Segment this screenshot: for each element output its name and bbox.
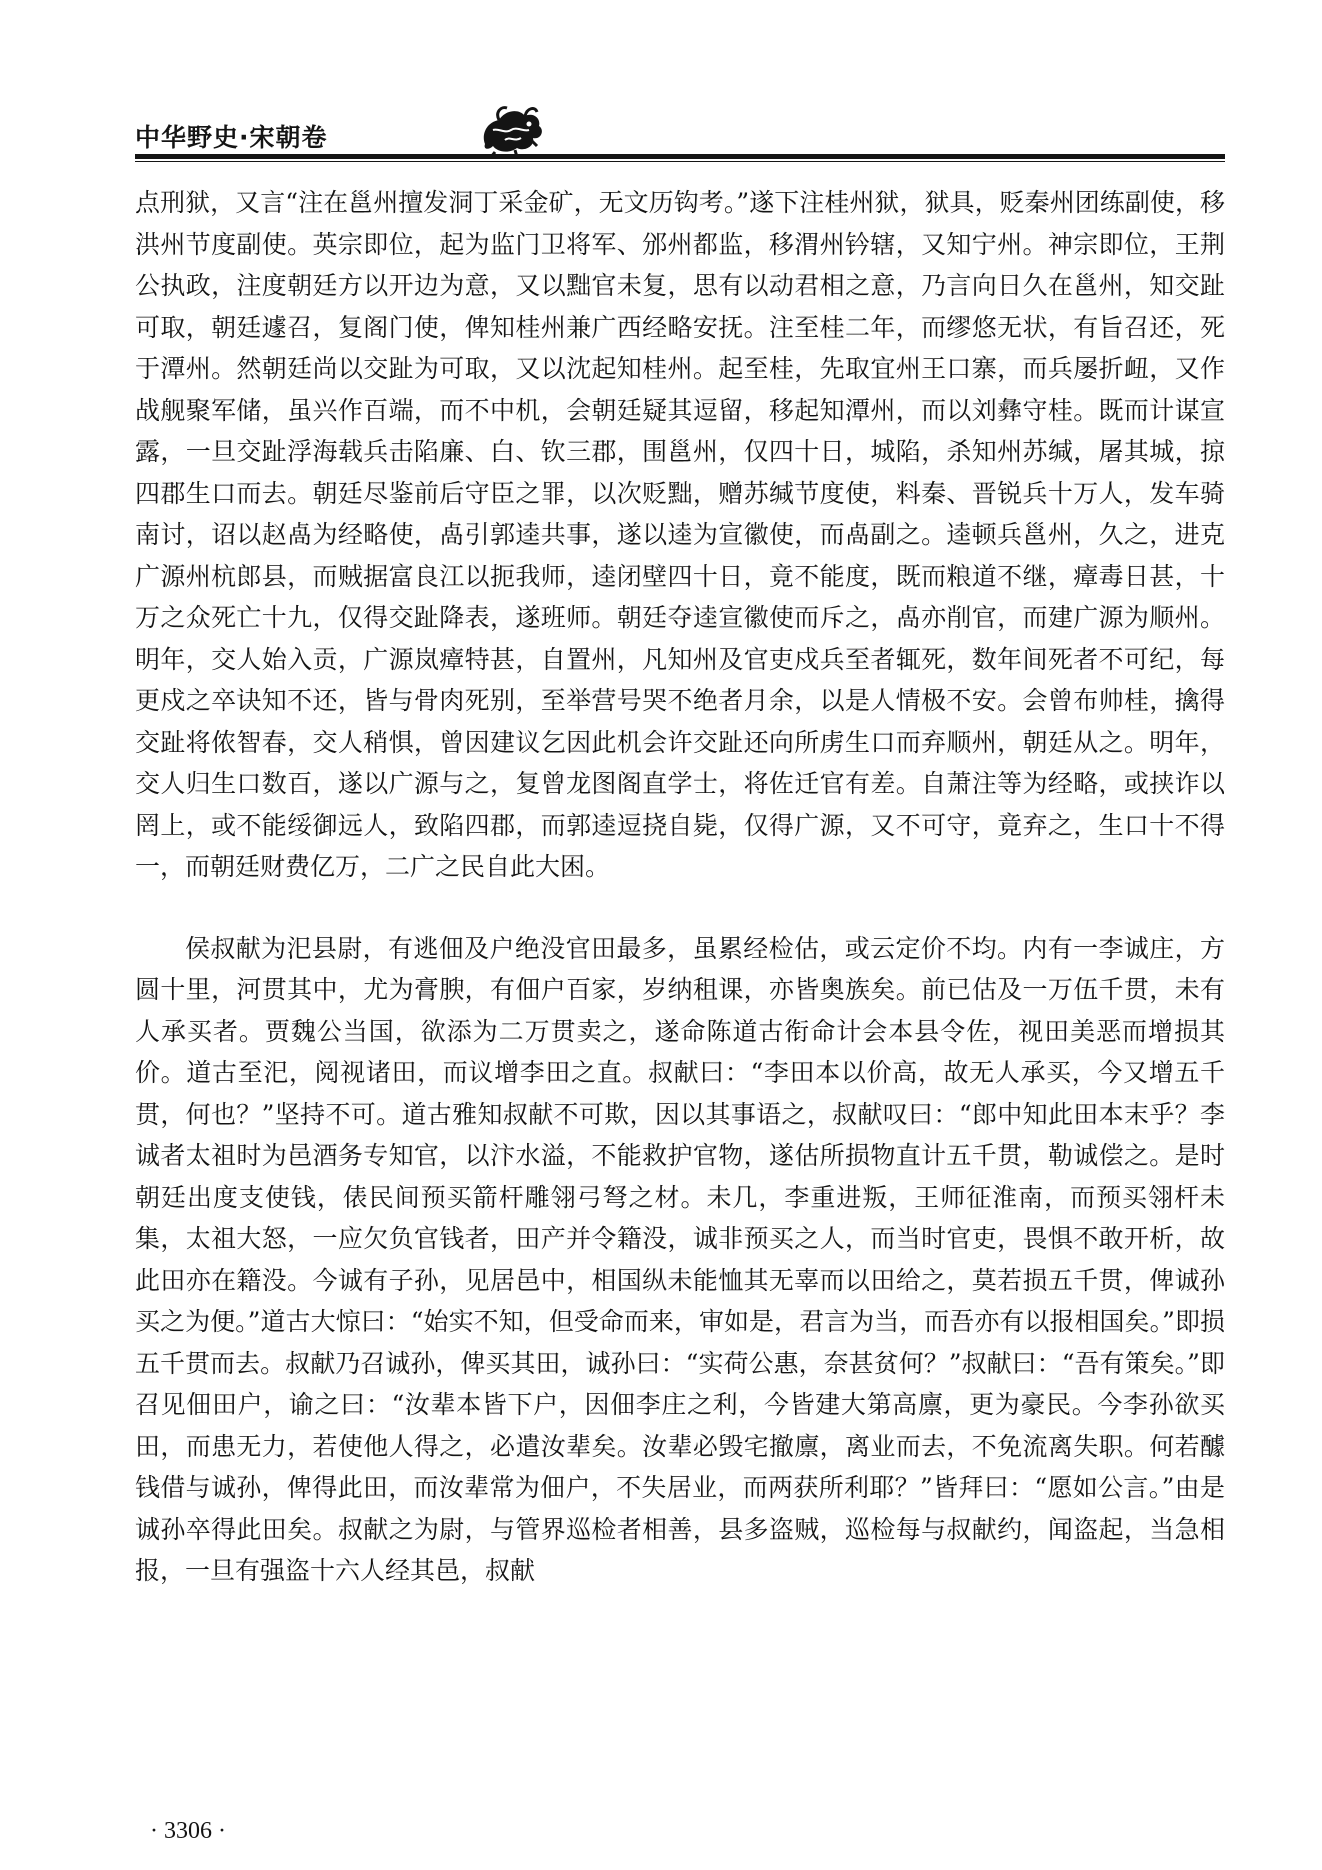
- paragraph: 侯叔献为汜县尉，有逃佃及户绝没官田最多，虽累经检估，或云定价不均。内有一李诚庄，方圆十里，河贯其中，尤为膏腴，有佃户百家，岁纳租课，亦皆奥族矣。前已估及一万伍千贯，未有人承买者。贾魏公当国，欲添为二万贯卖之，遂命陈道古衔命计会本县令佐，视田美恶而增损其价。道古至汜，阅视诸田，而议增李田之直。叔献曰：“李田本以价高，故无人承买，今又增五千贯，何也？”坚持不可。道古雅知叔献不可欺，因以其事语之，叔献叹曰：“郎中知此田本末乎？李诚者太祖时为邑酒务专知官，以汴水溢，不能救护官物，遂估所损物直计五千贯，勒诚偿之。是时朝廷出度支使钱，俵民间预买箭杆雕翎弓弩之材。未几，李重进叛，王师征淮南，而预买翎杆未集，太祖大怒，一应欠负官钱者，田产并令籍没，诚非预买之人，而当时官吏，畏惧不敢开析，故此田亦在籍没。今诚有子孙，见居邑中，相国纵未能恤其无辜而以田给之，莫若损五千贯，俾诚孙买之为便。”道古大惊曰：“始实不知，但受命而来，审如是，君言为当，而吾亦有以报相国矣。”即损五千贯而去。叔献乃召诚孙，俾买其田，诚孙曰：“实荷公惠，奈甚贫何？”叔献曰：“吾有策矣。”即召见佃田户，谕之曰：“汝辈本皆下户，因佃李庄之利，今皆建大第高廪，更为豪民。今李孙欲买田，而患无力，若使他人得之，必遣汝辈矣。汝辈必毁宅撤廪，离业而去，不免流离失职。何若醵钱借与诚孙，俾得此田，而汝辈常为佃户，不失居业，而两获所利耶？”皆拜曰：“愿如公言。”由是诚孙卒得此田矣。叔献之为尉，与管界巡检者相善，县多盗贼，巡检每与叔献约，闻盗起，当急相报，一旦有强盗十六人经其邑，叔献: [135, 933, 1225, 1585]
- page-number: · 3306 ·: [150, 1818, 226, 1844]
- body-text: [135, 182, 1225, 1592]
- paragraph: 点刑狱，又言“注在邕州擅发洞丁采金矿，无文历钩考。”遂下注桂州狱，狱具，贬秦州团练副使，移洪州节度副使。英宗即位，起为监门卫将军、邠州都监，移渭州钤辖，又知宁州。神宗即位，王荆公执政，注度朝廷方以开边为意，又以黜官未复，思有以动君相之意，乃言向日久在邕州，知交趾可取，朝廷遽召，复阁门使，俾知桂州兼广西经略安抚。注至桂二年，而缪悠无状，有旨召还，死于潭州。然朝廷尚以交趾为可取，又以沈起知桂州。起至桂，先取宜州王口寨，而兵屡折衄，又作战舰聚军储，虽兴作百端，而不中机，会朝廷疑其逗留，移起知潭州，而以刘彝守桂。既而计谋宣露，一旦交趾浮海载兵击陷廉、白、钦三郡，围邕州，仅四十日，城陷，杀知州苏缄，屠其城，掠四郡生口而去。朝廷尽鉴前后守臣之罪，以次贬黜，赠苏缄节度使，料秦、晋锐兵十万人，发车骑南讨，诏以赵卨为经略使，卨引郭逵共事，遂以逵为宣徽使，而卨副之。逵顿兵邕州，久之，进克广源州杭郎县，而贼据富良江以扼我师，逵闭壁四十日，竟不能度，既而粮道不继，瘴毒日甚，十万之众死亡十九，仅得交趾降表，遂班师。朝廷夺逵宣徽使而斥之，卨亦削官，而建广源为顺州。明年，交人始入贡，广源岚瘴特甚，自置州，凡知州及官吏戍兵至者辄死，数年间死者不可纪，每更戍之卒诀知不还，皆与骨肉死别，至举营号哭不绝者月余，以是人情极不安。会曾布帅桂，擒得交趾将侬智春，交人稍惧，曾因建议乞因此机会许交趾还向所虏生口而弃顺州，朝廷从之。明年，交人归生口数百，遂以广源与之，复曾龙图阁直学士，将佐迁官有差。自萧注等为经略，或挟诈以罔上，或不能绥御远人，致陷四郡，而郭逵逗挠自毙，仅得广源，又不可守，竟弃之，生口十不得一，而朝廷财费亿万，二广之民自此大困。: [135, 188, 1225, 881]
- book-title: 中华野史·宋朝卷: [135, 123, 328, 152]
- header-rule-thin: [135, 161, 1225, 162]
- page-header: [135, 100, 1225, 162]
- dragon-icon: [475, 100, 547, 158]
- header-rule-thick: [135, 154, 1225, 159]
